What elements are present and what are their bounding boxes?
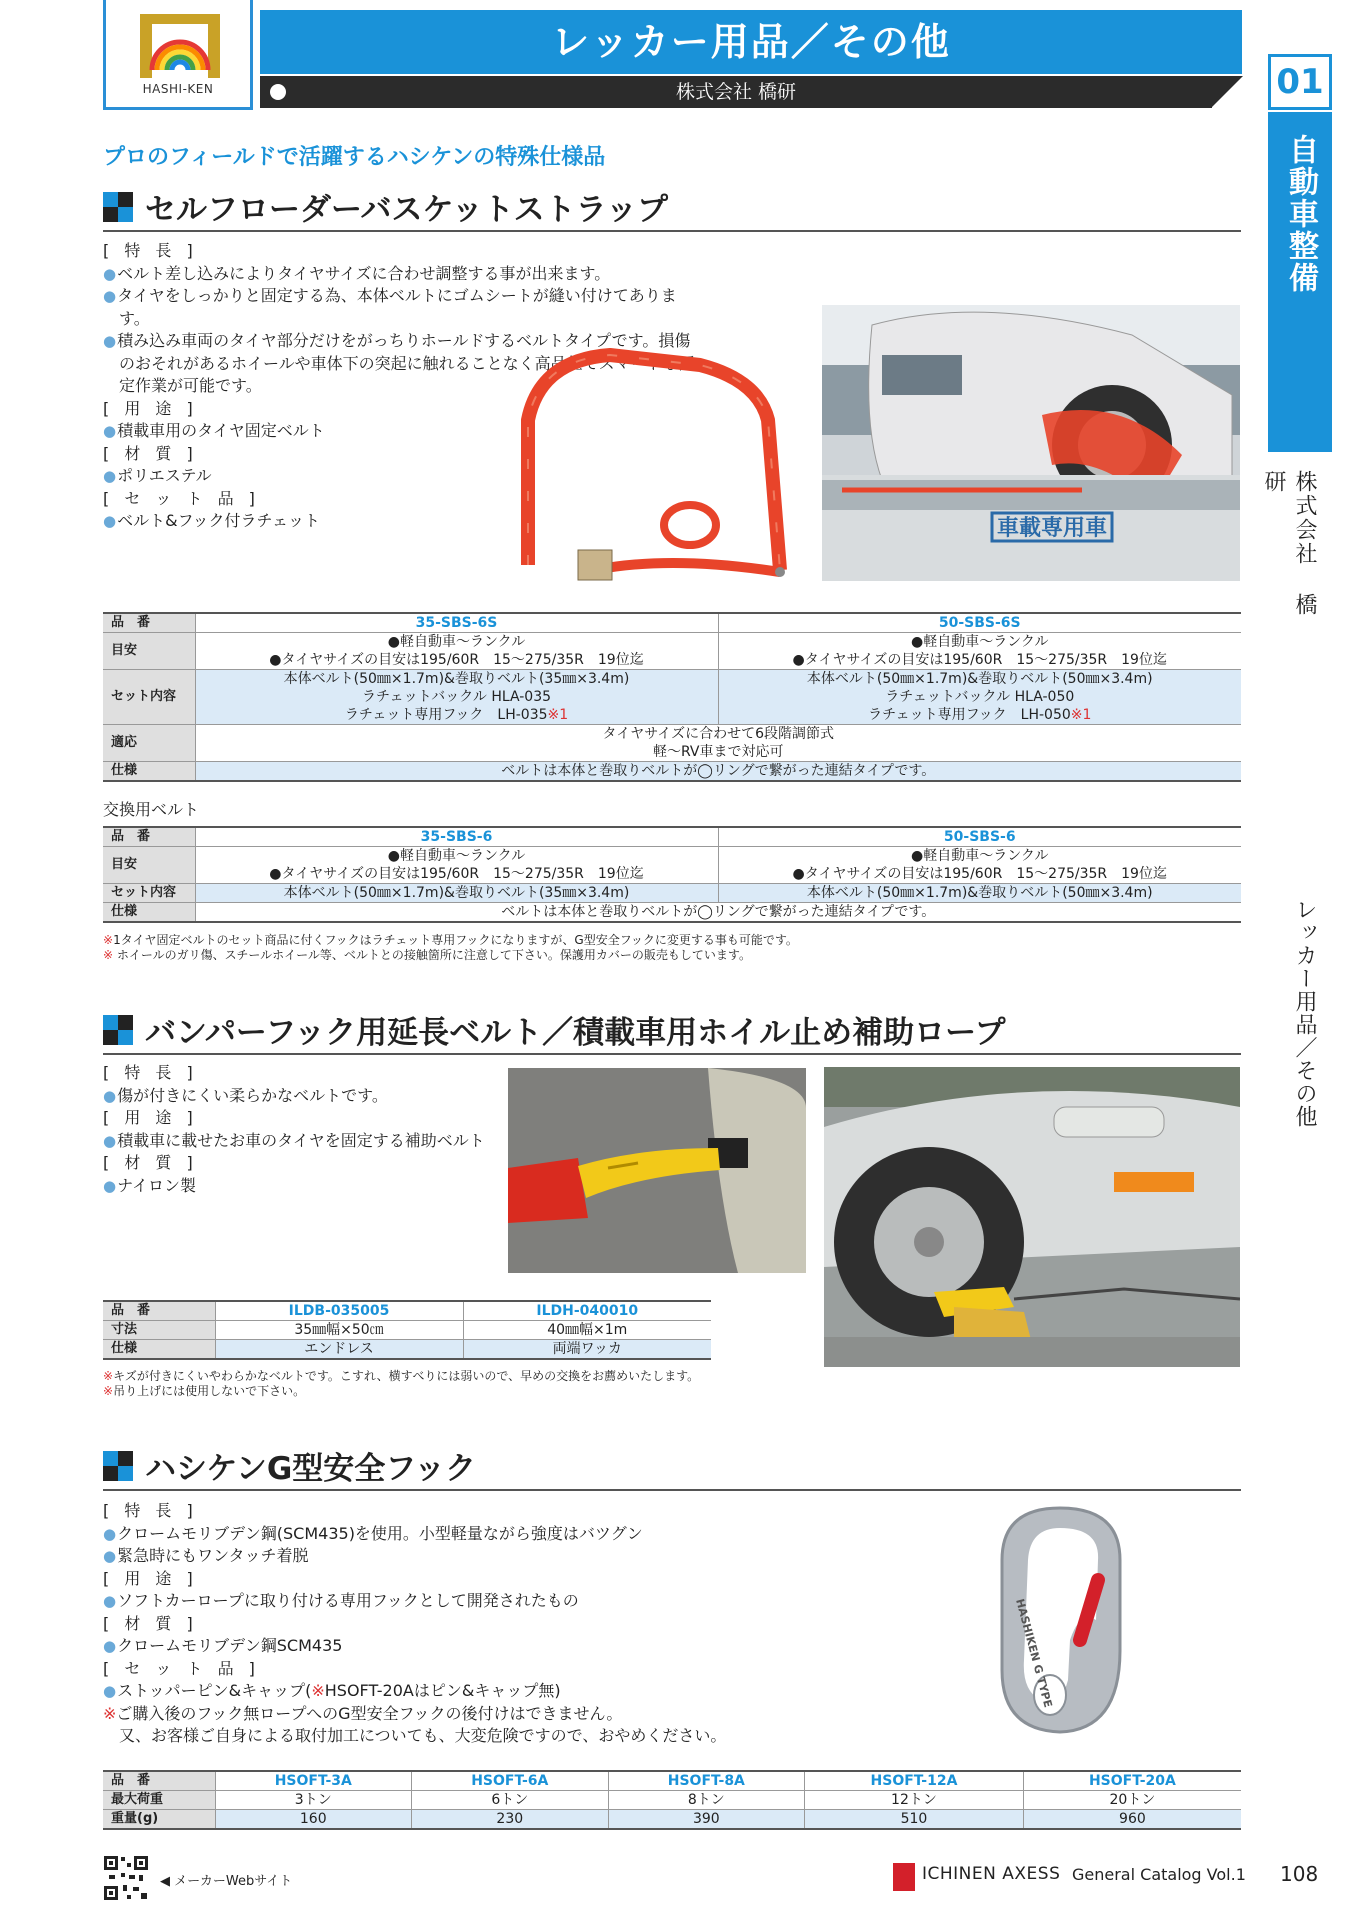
qr-code-icon[interactable] bbox=[103, 1855, 149, 1901]
table-row: 品 番 HSOFT-3A HSOFT-6A HSOFT-8A HSOFT-12A HSOFT-20A bbox=[103, 1771, 1241, 1791]
table-row: 目安 ●軽自動車～ランクル ●タイヤサイズの目安は195/60R 15～275/35R 19位迄 ●軽自動車～ランクル ●タイヤサイズの目安は195/60R 15～275/35R 19位迄 bbox=[103, 633, 1241, 670]
hook-text: HASHIKEN G TYPE bbox=[1013, 1597, 1055, 1709]
table-row: セット内容 本体ベルト(50㎜×1.7m)&巻取りベルト(35㎜×3.4m) 本体ベルト(50㎜×1.7m)&巻取りベルト(50㎜×3.4m) bbox=[103, 884, 1241, 903]
notes: ※ 1タイヤ固定ベルトのセット商品に付くフックはラチェット専用フックになりますが、G型安全フックに変更する事も可能です。 ※ ホイールのガリ傷、スチールホイール等、ベルトとの接触箇所に注意して下さい。保護用カバーの販売もしています。 bbox=[103, 933, 798, 963]
company-bar: 株式会社 橋研 bbox=[260, 76, 1212, 108]
bullet-dot-icon bbox=[270, 84, 286, 100]
section-title: バンパーフック用延長ベルト／積載車用ホイル止め補助ロープ bbox=[103, 1005, 1241, 1055]
logo[interactable] bbox=[103, 0, 253, 110]
table-row: 品 番 ILDB-035005 ILDH-040010 bbox=[103, 1301, 711, 1321]
wheel-rope-photo bbox=[824, 1067, 1240, 1367]
belt-table bbox=[103, 1300, 711, 1360]
table-row: セット内容 本体ベルト(50㎜×1.7m)&巻取りベルト(35㎜×3.4m) ラチェットバックル HLA-035 ラチェット専用フック LH-035※1 本体ベルト(50㎜×1.7m)&巻取りベルト(50㎜×3.4m) ラチェットバックル HLA-050 ラチェット専用フック LH-050※1 bbox=[103, 670, 1241, 725]
side-company: 株式会社 橋研 bbox=[1261, 470, 1317, 617]
catalog-name: General Catalog Vol.1 bbox=[1072, 1865, 1246, 1884]
ichinen-logo-icon bbox=[893, 1863, 915, 1891]
table-row: 適応 タイヤサイズに合わせて6段階調節式 軽～RV車まで対応可 bbox=[103, 725, 1241, 762]
brand-name: ICHINEN AXESS bbox=[922, 1864, 1061, 1884]
truck-text: 車載専用車 bbox=[996, 516, 1108, 541]
maker-website-link[interactable]: ◀ メーカーWebサイト bbox=[160, 1874, 293, 1889]
chapter-number[interactable]: 01 bbox=[1268, 54, 1332, 110]
feature-list: [ 特 長 ] ● 傷が付きにくい柔らかなベルトです。 [ 用 途 ] ● 積載車に載せたお車のタイヤを固定する補助ベルト [ 材 質 ] ● ナイロン製 bbox=[103, 1062, 503, 1197]
section-title: ハシケンG型安全フック bbox=[103, 1441, 1241, 1491]
bumper-belt-photo bbox=[508, 1068, 806, 1273]
table-row: 仕様 エンドレス 両端ワッカ bbox=[103, 1340, 711, 1360]
spec-table bbox=[103, 612, 1241, 782]
notes: ※ キズが付きにくいやわらかなベルトです。こすれ、横すべりには弱いので、早めの交換をお薦めいたします。 ※ 吊り上げには使用しないで下さい。 bbox=[103, 1369, 699, 1399]
side-subcategory: レッカー用品／その他 bbox=[1292, 898, 1317, 1128]
feature-list: [ 特 長 ] ● ベルト差し込みによりタイヤサイズに合わせ調整する事が出来ます。 ● タイヤをしっかりと固定する為、本体ベルトにゴムシートが縫い付けてあります。 ● 積み込み車両のタイヤ部分だけをがっちりホールドするベルトタイプです。損傷のおそれがあるホイールや車体下の突起に触れることなく高品位でスマートな固定作業が可能です。 [ 用 途 ] ● 積載車用のタイヤ固定ベルト [ 材 質 ] ● ポリエステル [ セ ッ ト 品 ] ● ベルト&フック付ラチェット bbox=[103, 240, 703, 533]
replacement-caption: 交換用ベルト bbox=[103, 800, 200, 819]
page-number: 108 bbox=[1280, 1862, 1319, 1886]
replacement-table bbox=[103, 826, 1241, 923]
section-square-icon bbox=[103, 192, 133, 222]
table-row: 最大荷重 3トン 6トン 8トン 12トン 20トン bbox=[103, 1791, 1241, 1810]
table-row: 品 番 35-SBS-6 50-SBS-6 bbox=[103, 827, 1241, 847]
logo-text: HASHI-KEN bbox=[142, 82, 214, 96]
table-row: 仕様 ベルトは本体と巻取りベルトが◯リングで繋がった連結タイプです。 bbox=[103, 762, 1241, 782]
table-row: 重量(g) 160 230 390 510 960 bbox=[103, 1810, 1241, 1830]
table-row: 寸法 35㎜幅×50㎝ 40㎜幅×1m bbox=[103, 1321, 711, 1340]
chapter-tab[interactable]: 自動車整備 bbox=[1268, 112, 1332, 452]
page-title: レッカー用品／その他 bbox=[260, 10, 1242, 74]
section-title: セルフローダーバスケットストラップ bbox=[103, 182, 1241, 232]
strap-product-image bbox=[500, 340, 820, 590]
tagline: プロのフィールドで活躍するハシケンの特殊仕様品 bbox=[103, 145, 606, 170]
car-photo bbox=[822, 305, 1240, 581]
table-row: 目安 ●軽自動車～ランクル ●タイヤサイズの目安は195/60R 15～275/35R 19位迄 ●軽自動車～ランクル ●タイヤサイズの目安は195/60R 15～275/35R 19位迄 bbox=[103, 847, 1241, 884]
hook-table bbox=[103, 1770, 1241, 1830]
table-row: 品 番 35-SBS-6S 50-SBS-6S bbox=[103, 613, 1241, 633]
g-hook-image bbox=[980, 1500, 1140, 1740]
hashiken-logo-icon bbox=[140, 14, 220, 78]
section-square-icon bbox=[103, 1015, 133, 1045]
feature-list: [ 特 長 ] ● クロームモリブデン鋼(SCM435)を使用。小型軽量ながら強度はバツグン ● 緊急時にもワンタッチ着脱 [ 用 途 ] ● ソフトカーロープに取り付ける専用フックとして開発されたもの [ 材 質 ] ● クロームモリブデン鋼SCM435 [ セ ッ ト 品 ] ● ストッパーピン&キャップ(※HSOFT-20Aはピン&キャップ無) ※ ご購入後のフック無ロープへのG型安全フックの後付けはできません。 又、お客様ご自身による取付加工についても、大変危険ですので、おやめください。 bbox=[103, 1500, 863, 1748]
table-row: 仕様 ベルトは本体と巻取りベルトが◯リングで繋がった連結タイプです。 bbox=[103, 903, 1241, 923]
company-bar-corner bbox=[1211, 76, 1243, 108]
section-square-icon bbox=[103, 1451, 133, 1481]
